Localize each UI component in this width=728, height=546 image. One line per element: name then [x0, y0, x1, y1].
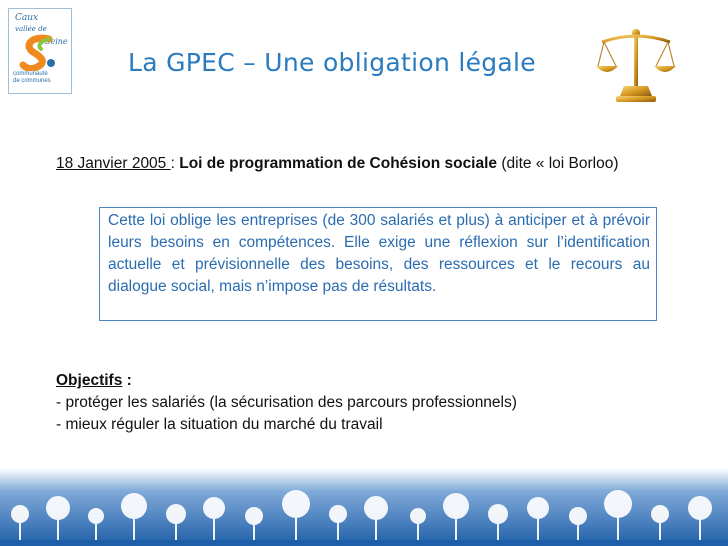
tree-line-banner: [0, 468, 728, 546]
logo-text: Seine: [45, 37, 68, 46]
law-date: 18 Janvier 2005: [56, 155, 171, 172]
law-description-box: Cette loi oblige les entreprises (de 300 salariés et plus) à anticiper et à prévoir leurs besoins en compétences. Elle exige une réflexion sur l’identification actuelle et prévisionnelle des besoins, des ressources et le recours au dialogue social, mais n’impose pas de résultats.: [99, 207, 657, 321]
logo-subtitle: [13, 71, 51, 85]
objectives-title: Objectifs: [56, 372, 123, 389]
slide-title: La GPEC – Une obligation légale: [128, 48, 536, 77]
law-nickname: (dite « loi Borloo): [497, 155, 619, 172]
law-colon: :: [170, 155, 180, 172]
objective-item: - protéger les salariés (la sécurisation des parcours professionnels): [56, 394, 517, 411]
law-paragraph: [56, 153, 656, 175]
logo-sub-line: communauté: [13, 71, 48, 77]
community-logo: [8, 8, 72, 94]
logo-s-graphic: [19, 33, 59, 71]
law-name: Loi de programmation de Cohésion sociale: [179, 155, 498, 172]
objectives-colon: :: [122, 372, 132, 389]
objectives-heading: [56, 370, 656, 392]
logo-text: vallée de: [15, 25, 47, 33]
objectives-section: [56, 370, 656, 436]
scales-of-justice-icon: [594, 24, 678, 104]
logo-text: Caux: [15, 13, 39, 23]
objective-item: - mieux réguler la situation du marché du travail: [56, 416, 383, 433]
logo-sub-line: de communes: [13, 78, 51, 84]
